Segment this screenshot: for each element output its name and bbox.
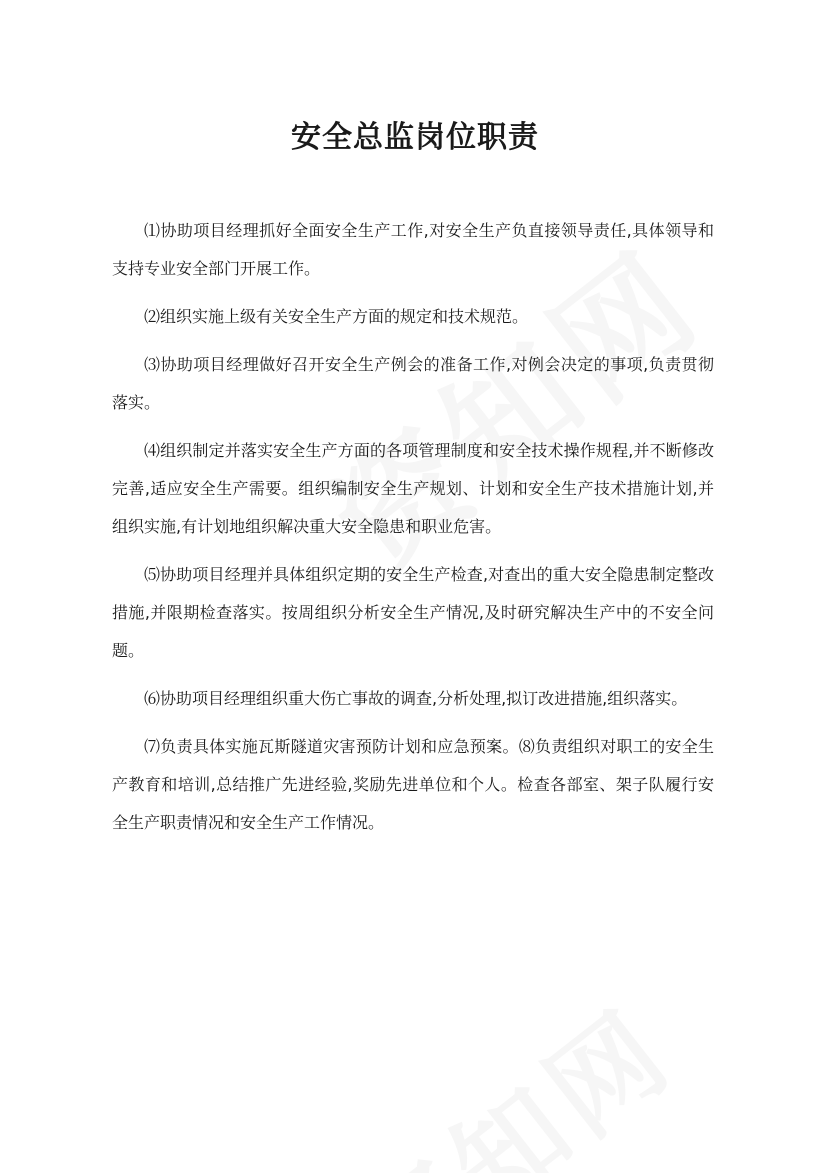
paragraph-4: ⑷组织制定并落实安全生产方面的各项管理制度和安全技术操作规程,并不断修改完善,适应安全生产需要。组织编制安全生产规划、计划和安全生产技术措施计划,并组织实施,有计划地组织解决重大安全隐患和职业危害。 — [112, 441, 714, 536]
paragraph-7: ⑺负责具体实施瓦斯隧道灾害预防计划和应急预案。⑻负责组织对职工的安全生产教育和培训,总结推广先进经验,奖励先进单位和个人。检查各部室、架子队履行安全生产职责情况和安全生产工作情况。 — [112, 737, 714, 832]
paragraph-1: ⑴协助项目经理抓好全面安全生产工作,对安全生产负直接领导责任,具体领导和支持专业安全部门开展工作。 — [112, 221, 714, 278]
paragraph-3: ⑶协助项目经理做好召开安全生产例会的准备工作,对例会决定的事项,负责贯彻落实。 — [112, 355, 714, 412]
document-title: 安全总监岗位职责 — [291, 120, 539, 155]
document-body — [112, 212, 714, 852]
paragraph-2: ⑵组织实施上级有关安全生产方面的规定和技术规范。 — [144, 307, 529, 326]
watermark-bottom — [320, 966, 701, 1173]
paragraph-5: ⑸协助项目经理并具体组织定期的安全生产检查,对查出的重大安全隐患制定整改措施,并限期检查落实。按周组织分析安全生产情况,及时研究解决生产中的不安全问题。 — [112, 565, 714, 660]
paragraph-6: ⑹协助项目经理组织重大伤亡事故的调查,分析处理,拟订改进措施,组织落实。 — [144, 689, 688, 708]
